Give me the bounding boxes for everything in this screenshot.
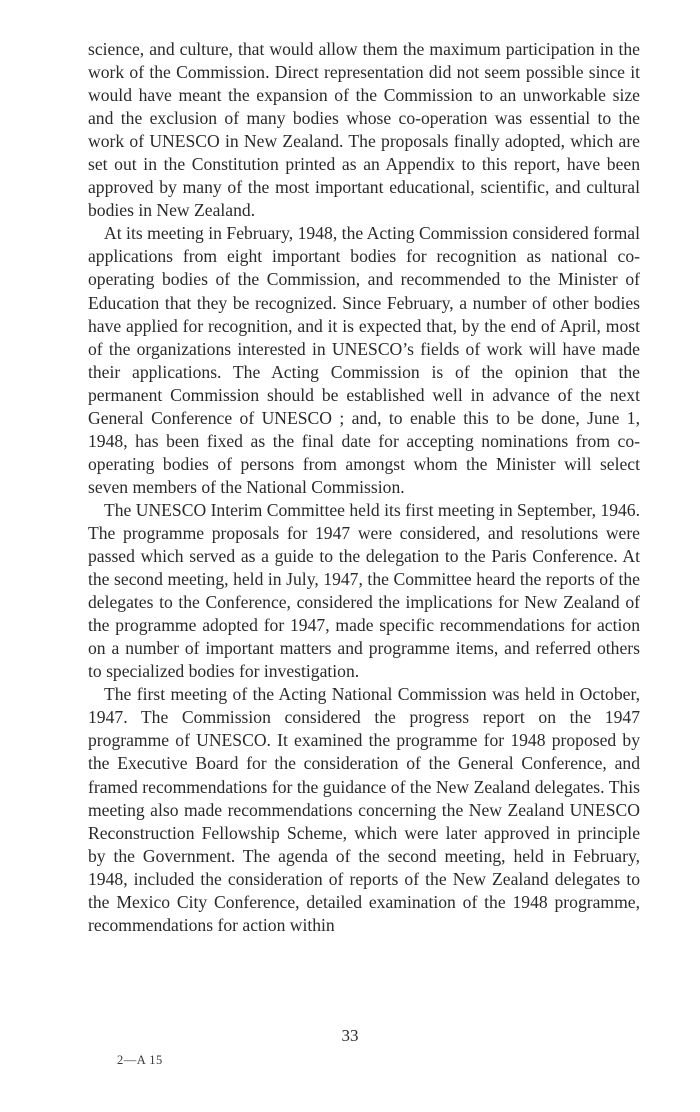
paragraph-continuation: science, and culture, that would allow them the maximum participation in the work of the Commission. Direct representation did not seem possible since it would have meant the expansion of the Commission to an unworkable size and the exclusion of many bodies whose co-operation was essential to the work of UNESCO in New Zealand. The proposals finally adopted, which are set out in the Constitution printed as an Appendix to this report, have been approved by many of the most important educational, scientific, and cultural bodies in New Zealand. [88, 39, 640, 221]
paragraph-first-meeting: The first meeting of the Acting National Commission was held in October, 1947. The Commission considered the progress report on the 1947 programme of UNESCO. It examined the programme for 1948 proposed by the Executive Board for the consideration of the General Conference, and framed recommendations for the guidance of the New Zealand delegates. This meeting also made recommendations concerning the New Zealand UNESCO Reconstruction Fellowship Scheme, which were later approved in principle by the Government. The agenda of the second meeting, held in February, 1948, included the consideration of reports of the New Zealand delegates to the Mexico City Conference, detailed examination of the 1948 programme, recommendations for action within [88, 684, 640, 935]
body-text [88, 38, 640, 937]
paragraph-acting-commission: At its meeting in February, 1948, the Acting Commission considered formal applications from eight important bodies for recognition as national co-operating bodies of the Commission, and recommended to the Minister of Education that they be recognized. Since February, a number of other bodies have applied for recognition, and it is expected that, by the end of April, most of the organizations interested in UNESCO’s fields of work will have made their applications. The Acting Commission is of the opinion that the permanent Commission should be established well in advance of the next General Conference of UNESCO ; and, to enable this to be done, June 1, 1948, has been fixed as the final date for accepting nominations from co-operating bodies of persons from amongst whom the Minister will select seven members of the National Commission. [88, 223, 640, 497]
printer-signature-mark: 2—A 15 [117, 1053, 163, 1067]
page-number: 33 [341, 1026, 359, 1045]
paragraph-interim-committee: The UNESCO Interim Committee held its first meeting in September, 1946. The programme proposals for 1947 were considered, and resolutions were passed which served as a guide to the delegation to the Paris Conference. At the second meeting, held in July, 1947, the Committee heard the reports of the delegates to the Conference, considered the implications for New Zealand of the programme adopted for 1947, made specific recommendations for action on a number of important matters and programme items, and referred others to specialized bodies for investigation. [88, 499, 640, 682]
